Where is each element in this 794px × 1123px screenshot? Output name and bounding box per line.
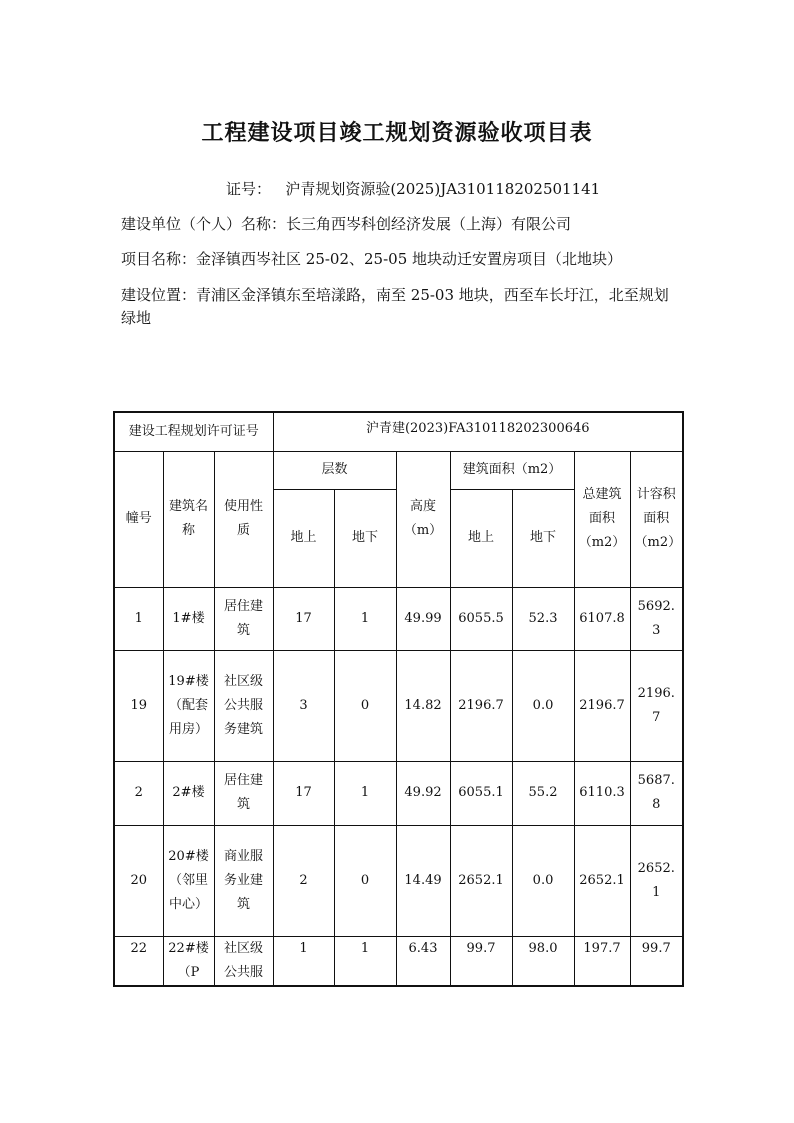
cell-use: 社区级公共服: [214, 936, 273, 986]
cell-name: 2#楼: [163, 761, 214, 825]
table-row: [114, 936, 683, 986]
cell-far: 99.7: [630, 936, 683, 986]
header-area-above: 地上: [450, 489, 512, 587]
cell-fb: 1: [334, 761, 396, 825]
cell-ab: 0.0: [512, 650, 574, 761]
header-area-below: 地下: [512, 489, 574, 587]
table-row: [114, 650, 683, 761]
page-title: 工程建设项目竣工规划资源验收项目表: [201, 120, 593, 146]
header-use: 使用性质: [214, 451, 273, 587]
cell-fb: 1: [334, 587, 396, 650]
construction-unit: 建设单位（个人）名称：长三角西岑科创经济发展（上海）有限公司: [121, 215, 572, 233]
cell-fa: 17: [273, 587, 334, 650]
cell-ab: 55.2: [512, 761, 574, 825]
cell-aa: 2652.1: [450, 825, 512, 936]
header-height: 高度（m）: [396, 451, 450, 587]
cell-aa: 6055.1: [450, 761, 512, 825]
cell-t: 6110.3: [574, 761, 630, 825]
permit-value: 沪青建(2023)FA310118202300646: [273, 412, 683, 451]
header-floors: 层数: [273, 451, 396, 489]
cell-t: 6107.8: [574, 587, 630, 650]
cert-label: 证号：: [226, 180, 272, 198]
header-no: 幢号: [114, 451, 163, 587]
cell-far: 5687.8: [630, 761, 683, 825]
cell-fb: 0: [334, 650, 396, 761]
cell-fa: 2: [273, 825, 334, 936]
table-row: [114, 825, 683, 936]
cell-ab: 0.0: [512, 825, 574, 936]
header-floors-below: 地下: [334, 489, 396, 587]
permit-label: 建设工程规划许可证号: [114, 412, 273, 451]
cell-name: 20#楼（邻里中心）: [163, 825, 214, 936]
cell-aa: 99.7: [450, 936, 512, 986]
cell-use: 社区级公共服务建筑: [214, 650, 273, 761]
table-row: [114, 761, 683, 825]
cell-fb: 0: [334, 825, 396, 936]
cell-fb: 1: [334, 936, 396, 986]
cell-h: 49.92: [396, 761, 450, 825]
header-total: 总建筑面积（m2）: [574, 451, 630, 587]
project-name: 项目名称：金泽镇西岑社区 25-02、25-05 地块动迁安置房项目（北地块）: [121, 250, 623, 268]
cell-no: 19: [114, 650, 163, 761]
project-table: [113, 411, 684, 987]
cell-use: 商业服务业建筑: [214, 825, 273, 936]
cell-use: 居住建筑: [214, 587, 273, 650]
header-name: 建筑名称: [163, 451, 214, 587]
cell-t: 197.7: [574, 936, 630, 986]
certificate-number: [226, 178, 786, 201]
cell-no: 22: [114, 936, 163, 986]
cell-h: 6.43: [396, 936, 450, 986]
cell-h: 49.99: [396, 587, 450, 650]
cell-aa: 2196.7: [450, 650, 512, 761]
cell-use: 居住建筑: [214, 761, 273, 825]
cell-no: 2: [114, 761, 163, 825]
cell-name: 1#楼: [163, 587, 214, 650]
cell-no: 1: [114, 587, 163, 650]
cell-fa: 1: [273, 936, 334, 986]
cell-ab: 98.0: [512, 936, 574, 986]
cell-no: 20: [114, 825, 163, 936]
cell-far: 2196.7: [630, 650, 683, 761]
cell-fa: 17: [273, 761, 334, 825]
cell-t: 2652.1: [574, 825, 630, 936]
table-row: [114, 587, 683, 650]
cell-h: 14.49: [396, 825, 450, 936]
cert-value: 沪青规划资源验(2025)JA310118202501141: [285, 180, 601, 198]
cell-name: 19#楼（配套用房）: [163, 650, 214, 761]
header-far: 计容积面积（m2）: [630, 451, 683, 587]
cell-h: 14.82: [396, 650, 450, 761]
cell-far: 2652.1: [630, 825, 683, 936]
cell-t: 2196.7: [574, 650, 630, 761]
cell-name: 22#楼（P: [163, 936, 214, 986]
cell-far: 5692.3: [630, 587, 683, 650]
cell-fa: 3: [273, 650, 334, 761]
cell-ab: 52.3: [512, 587, 574, 650]
project-location: 建设位置：青浦区金泽镇东至培漾路，南至 25-03 地块，西至车长圩江，北至规划绿地: [121, 286, 669, 327]
header-floors-above: 地上: [273, 489, 334, 587]
header-area: 建筑面积（m2）: [450, 451, 574, 489]
cell-aa: 6055.5: [450, 587, 512, 650]
